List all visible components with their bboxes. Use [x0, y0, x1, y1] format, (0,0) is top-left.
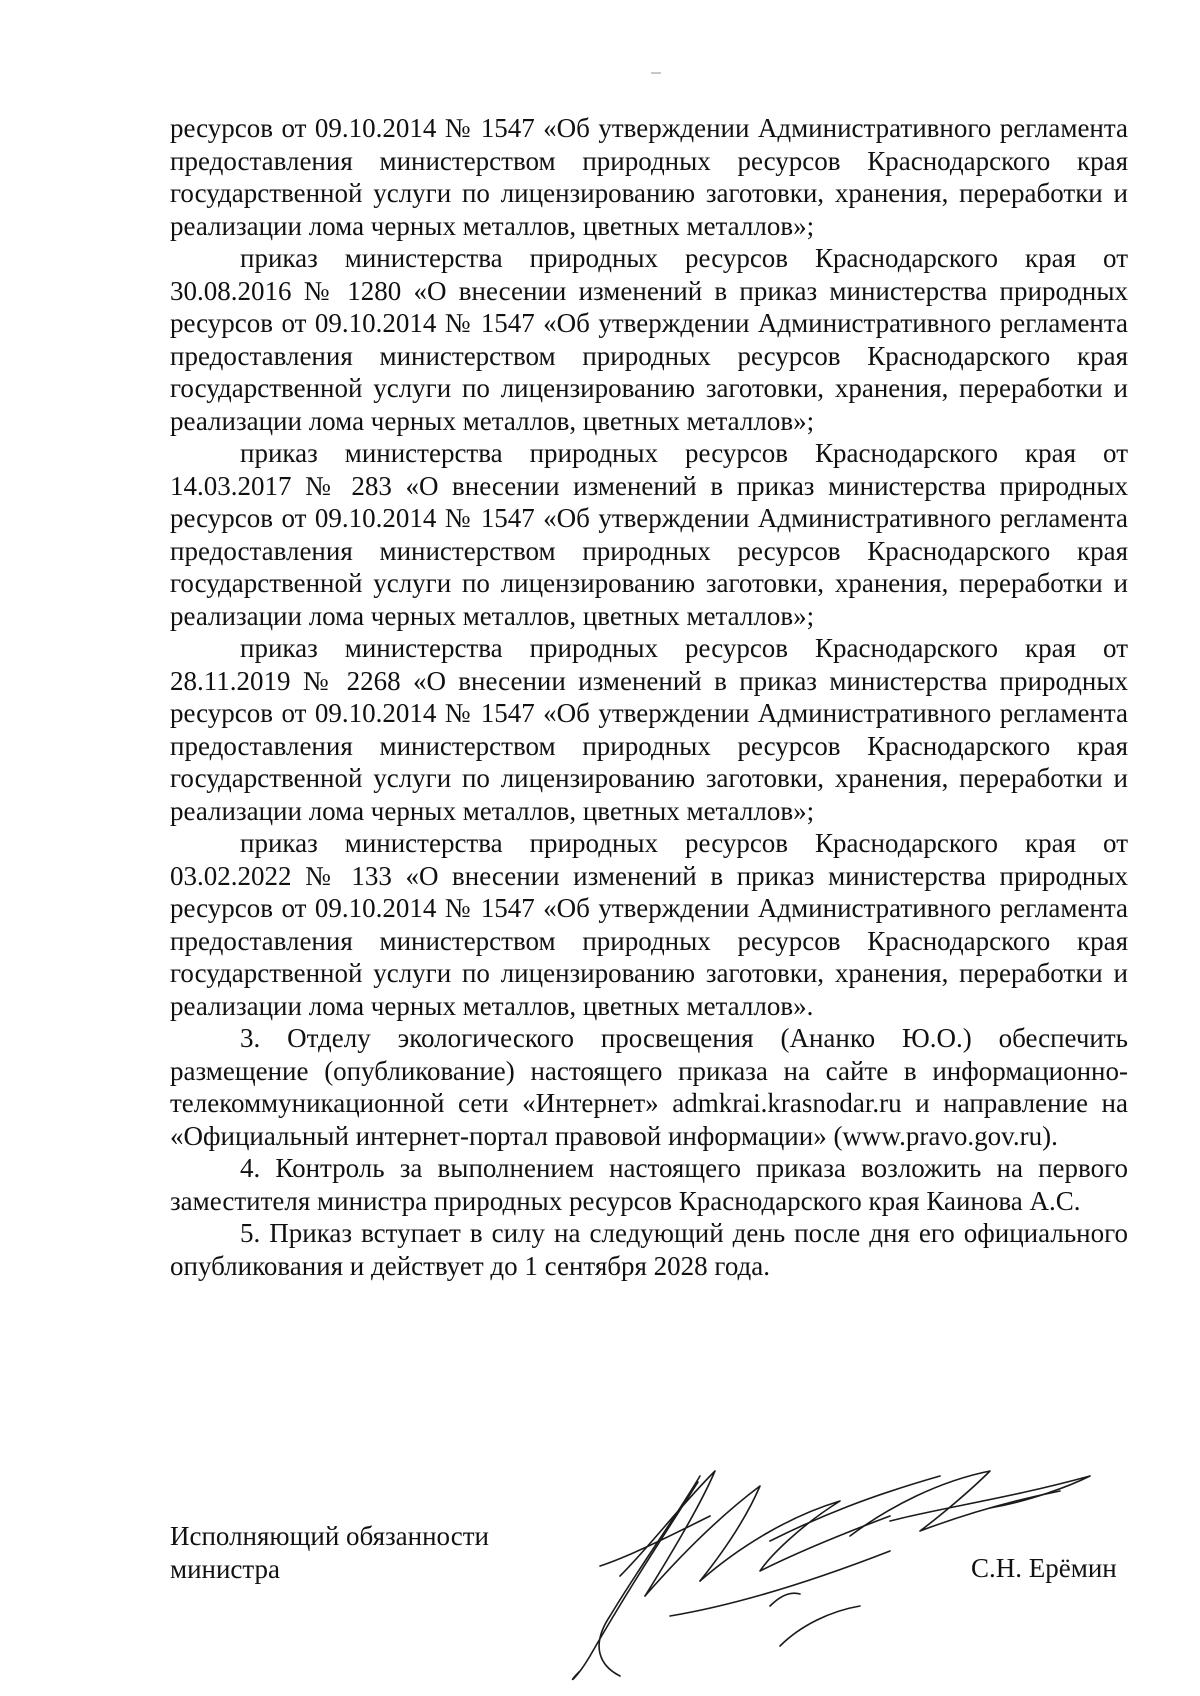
paragraph-continuation: ресурсов от 09.10.2014 № 1547 «Об утверждении Административного регламента предоставления министерством природных ресурсов Краснодарского края государственной услуги по лицензированию заготовки, хранения, переработки и реализации лома черных металлов, цветных металлов»;: [170, 113, 1128, 241]
paragraph-order-2019: приказ министерства природных ресурсов Краснодарского края от 28.11.2019 № 2268 «О внесении изменений в приказ министерства природных ресурсов от 09.10.2014 № 1547 «Об утверждении Административного регламента предоставления министерством природных ресурсов Краснодарского края государственной услуги по лицензированию заготовки, хранения, переработки и реализации лома черных металлов, цветных металлов»;: [170, 633, 1128, 826]
document-body: [170, 112, 1128, 1282]
signer-title: [170, 1520, 489, 1585]
signer-title-line1: Исполняющий обязанности: [170, 1521, 489, 1551]
paragraph-clause-5: 5. Приказ вступает в силу на следующий день после дня его официального опубликования и действует до 1 сентября 2028 года.: [170, 1218, 1128, 1281]
paragraph-clause-4: 4. Контроль за выполнением настоящего приказа возложить на первого заместителя министра природных ресурсов Краснодарского края Каинова А.С.: [170, 1153, 1128, 1216]
handwritten-signature: [470, 1446, 1110, 1694]
signer-name: С.Н. Ерёмин: [971, 1553, 1117, 1583]
paragraph-order-2016: приказ министерства природных ресурсов Краснодарского края от 30.08.2016 № 1280 «О внесении изменений в приказ министерства природных ресурсов от 09.10.2014 № 1547 «Об утверждении Административного регламента предоставления министерством природных ресурсов Краснодарского края государственной услуги по лицензированию заготовки, хранения, переработки и реализации лома черных металлов, цветных металлов»;: [170, 243, 1128, 436]
signer-title-line2: министра: [170, 1553, 281, 1584]
page-marker: [651, 72, 661, 74]
paragraph-order-2022: приказ министерства природных ресурсов Краснодарского края от 03.02.2022 № 133 «О внесении изменений в приказ министерства природных ресурсов от 09.10.2014 № 1547 «Об утверждении Административного регламента предоставления министерством природных ресурсов Краснодарского края государственной услуги по лицензированию заготовки, хранения, переработки и реализации лома черных металлов, цветных металлов».: [170, 828, 1128, 1021]
paragraph-order-2017: приказ министерства природных ресурсов Краснодарского края от 14.03.2017 № 283 «О внесении изменений в приказ министерства природных ресурсов от 09.10.2014 № 1547 «Об утверждении Административного регламента предоставления министерством природных ресурсов Краснодарского края государственной услуги по лицензированию заготовки, хранения, переработки и реализации лома черных металлов, цветных металлов»;: [170, 438, 1128, 631]
paragraph-clause-3: 3. Отделу экологического просвещения (Ананко Ю.О.) обеспечить размещение (опубликование) настоящего приказа на сайте в информационно-телекоммуникационной сети «Интернет» admkrai.krasnodar.ru и направление на «Официальный интернет-портал правовой информации» (www.pravo.gov.ru).: [170, 1023, 1128, 1151]
